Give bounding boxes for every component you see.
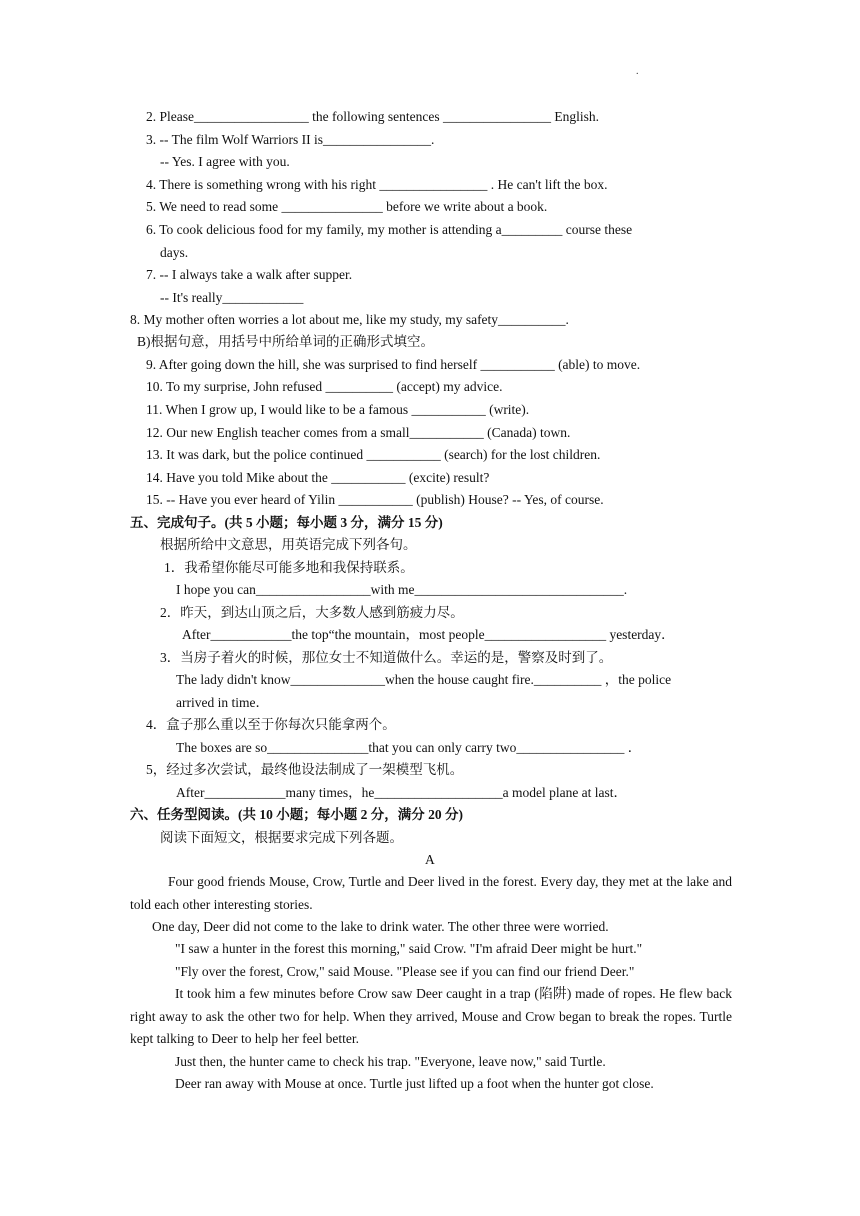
passage-paragraph-p6: Just then, the hunter came to check his trap. "Everyone, leave now," said Turtle. xyxy=(175,1054,606,1069)
line-s2cn: 2．昨天，到达山顶之后，大多数人感到筋疲力尽。 xyxy=(160,605,464,620)
line-q3b: -- Yes. I agree with you. xyxy=(160,154,290,169)
line-s3en2: arrived in time． xyxy=(176,695,269,710)
line-q6b: days. xyxy=(160,245,189,260)
passage-paragraph-p5: It took him a few minutes before Crow saw Deer caught in a trap (陷阱) made of ropes. He flew back right away to ask the other two for help. When they arrived, Mouse and Crow began to break the ropes. Turtle kept talking to Deer to help her feel better. xyxy=(130,986,732,1046)
line-q8: 8. My mother often worries a lot about me, like my study, my safety__________. xyxy=(130,312,569,327)
line-s5en: After____________many times，he___________________a model plane at last． xyxy=(176,785,628,800)
line-q7b: -- It's really____________ xyxy=(160,290,304,305)
passage-paragraph-p7: Deer ran away with Mouse at once. Turtle just lifted up a foot when the hunter got close. xyxy=(175,1076,654,1091)
line-q2: 2. Please_________________ the following sentences ________________ English. xyxy=(146,109,599,124)
line-sec6: 六、任务型阅读。(共 10 小题；每小题 2 分，满分 20 分) xyxy=(130,807,463,822)
line-q10: 10. To my surprise, John refused __________ (accept) my advice. xyxy=(146,379,503,394)
line-s4cn: 4．盒子那么重以至于你每次只能拿两个。 xyxy=(146,717,396,732)
line-q3a: 3. -- The film Wolf Warriors II is________________. xyxy=(146,132,435,147)
passage-paragraph-p4: "Fly over the forest, Crow," said Mouse. "Please see if you can find our friend Deer." xyxy=(175,964,635,979)
passage-paragraph-p1: Four good friends Mouse, Crow, Turtle and Deer lived in the forest. Every day, they met at the lake and told each other interesting stories. xyxy=(130,874,732,912)
line-q13: 13. It was dark, but the police continued ___________ (search) for the lost children. xyxy=(146,447,601,462)
line-s1cn: 1．我希望你能尽可能多地和我保持联系。 xyxy=(164,560,414,575)
passage-paragraph-p3: "I saw a hunter in the forest this morning," said Crow. "I'm afraid Deer might be hurt." xyxy=(175,941,643,956)
line-s1en: I hope you can_________________with me_______________________________. xyxy=(176,582,628,597)
line-q9: 9. After going down the hill, she was surprised to find herself ___________ (able) to move. xyxy=(146,357,641,372)
line-q4: 4. There is something wrong with his right ________________ . He can't lift the box. xyxy=(146,177,608,192)
line-s4en: The boxes are so_______________that you can only carry two________________ ． xyxy=(176,740,642,755)
line-sec5i: 根据所给中文意思，用英语完成下列各句。 xyxy=(160,537,417,552)
line-q11: 11. When I grow up, I would like to be a famous ___________ (write). xyxy=(146,402,530,417)
line-secB: B)根据句意，用括号中所给单词的正确形式填空。 xyxy=(137,334,434,349)
line-s5cn: 5，经过多次尝试，最终他设法制成了一架模型飞机。 xyxy=(146,762,464,777)
line-q6a: 6. To cook delicious food for my family, my mother is attending a_________ course these xyxy=(146,222,633,237)
line-passA: A xyxy=(425,852,435,867)
line-s3en: The lady didn't know______________when the house caught fire.__________ ，the police xyxy=(176,672,672,687)
header-dot: . xyxy=(636,66,639,77)
line-q5: 5. We need to read some _______________ before we write about a book. xyxy=(146,199,548,214)
line-q7a: 7. -- I always take a walk after supper. xyxy=(146,267,353,282)
line-sec6i: 阅读下面短文，根据要求完成下列各题。 xyxy=(160,830,403,845)
line-q14: 14. Have you told Mike about the ___________ (excite) result? xyxy=(146,470,490,485)
line-s3cn: 3．当房子着火的时候，那位女士不知道做什么。幸运的是，警察及时到了。 xyxy=(160,650,613,665)
line-q15: 15. -- Have you ever heard of Yilin ___________ (publish) House? -- Yes, of course. xyxy=(146,492,604,507)
line-sec5: 五、完成句子。(共 5 小题；每小题 3 分，满分 15 分) xyxy=(130,515,443,530)
passage-paragraph-p2: One day, Deer did not come to the lake to drink water. The other three were worried. xyxy=(152,919,609,934)
line-s2en: After____________the top“the mountain，most people__________________ yesterday． xyxy=(182,627,675,642)
line-q12: 12. Our new English teacher comes from a small___________ (Canada) town. xyxy=(146,425,571,440)
